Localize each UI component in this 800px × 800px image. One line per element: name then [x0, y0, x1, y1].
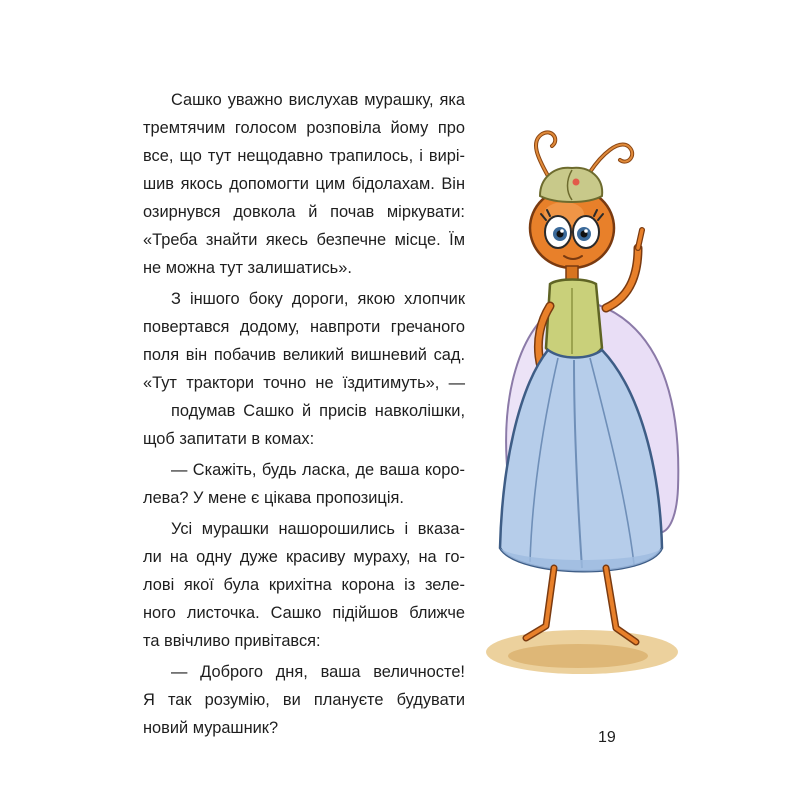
text-line: — Доброго дня, ваша величносте!	[171, 663, 465, 681]
text-line: Усі мурашки нашорошились і вказа-	[171, 520, 465, 538]
text-line: не можна тут залишатись».	[143, 259, 352, 277]
text-line: Я так розумію, ви плануєте будувати	[143, 691, 465, 709]
page-number: 19	[598, 729, 616, 746]
text-line: подумав Сашко й присів навколішки,	[171, 402, 465, 420]
story-text	[143, 86, 465, 742]
text-line: озирнувся довкола й почав міркувати:	[143, 203, 465, 221]
text-line: новий мурашник?	[143, 719, 279, 737]
text-line: тремтячим голосом розповіла йому про	[143, 119, 465, 137]
text-line: ли на одну дуже красиву мураху, на го-	[143, 548, 465, 566]
text-line: «Тут трактори точно не їздитимуть», —	[143, 374, 465, 392]
text-line: шив якось допомогти цим бідолахам. Він	[143, 175, 465, 193]
text-line: лева? У мене є цікава пропозиція.	[143, 489, 404, 507]
text-line: щоб запитати в комах:	[143, 430, 315, 448]
text-line: ного листочка. Сашко підійшов ближче	[143, 604, 465, 622]
text-line: — Скажіть, будь ласка, де ваша коро-	[171, 461, 465, 479]
text-line: лові якої була крихітна корона із зеле-	[143, 576, 465, 594]
text-line: повертався додому, навпроти гречаного	[143, 318, 465, 336]
ant-queen-illustration	[478, 128, 690, 680]
text-line: все, що тут нещодавно трапилось, і вирі-	[143, 147, 465, 165]
text-line: та ввічливо привітався:	[143, 632, 321, 650]
text-line: Сашко уважно вислухав мурашку, яка	[171, 91, 465, 109]
text-line: поля він побачив великий вишневий сад.	[143, 346, 465, 364]
text-line: З іншого боку дороги, якою хлопчик	[171, 290, 465, 308]
text-line: «Треба знайти якесь безпечне місце. Їм	[143, 231, 465, 249]
